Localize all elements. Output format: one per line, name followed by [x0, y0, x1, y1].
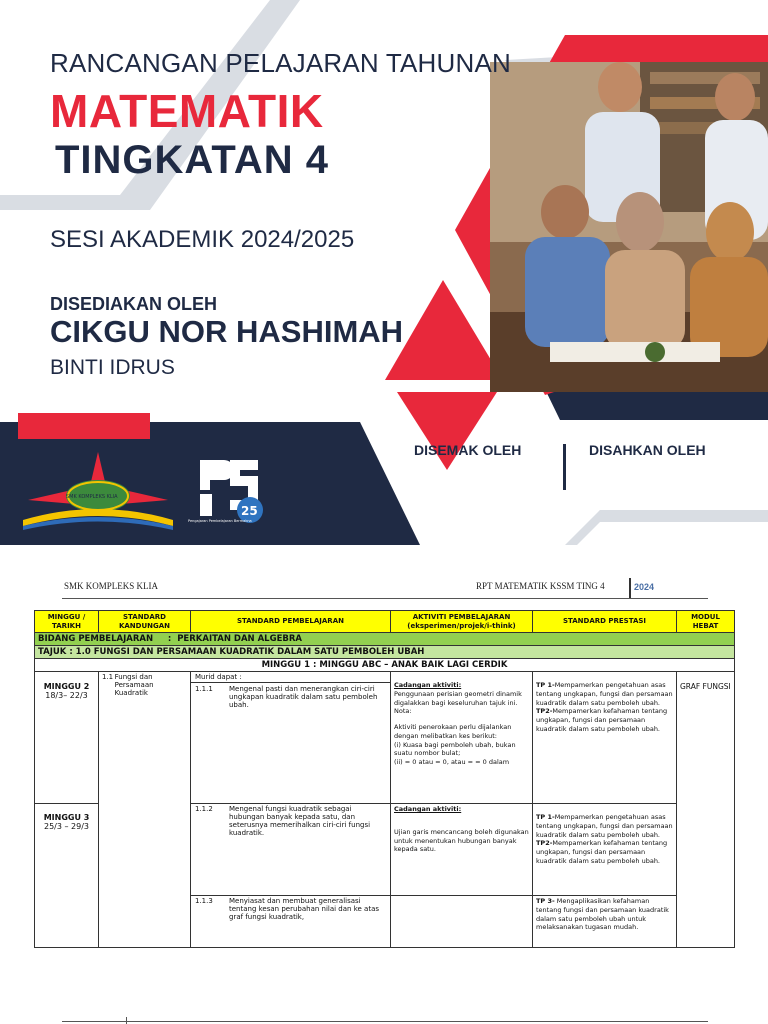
week3-cell — [35, 804, 99, 948]
doc-subject: RPT MATEMATIK KSSM TING 4 — [476, 581, 605, 591]
week2-date: 18/3– 22/3 — [45, 691, 88, 700]
learning-area: BIDANG PEMBELAJARAN : PERKAITAN DAN ALGEBRA — [35, 633, 735, 646]
modul-cell — [677, 672, 735, 948]
level-title: TINGKATAN 4 — [55, 138, 329, 182]
header-rule — [62, 598, 708, 599]
sp-number: 1.1.1 — [195, 685, 213, 693]
week1-banner: MINGGU 1 : MINGGU ABC – ANAK BAIK LAGI CERDIK — [35, 659, 735, 672]
table-header-row — [35, 611, 735, 633]
activity-label: Cadangan aktiviti: — [394, 681, 462, 689]
tp-text: Mempamerkan kefahaman tentang ungkapan, fungsi dan persamaan kuadratik dalam satu pemboleh ubah. — [536, 839, 668, 865]
doc-header — [62, 578, 708, 600]
activity-cell-3 — [391, 896, 533, 948]
week3-label: MINGGU 3 — [43, 813, 90, 822]
plan-subtitle: RANCANGAN PELAJARAN TAHUNAN — [50, 48, 511, 78]
week3-date: 25/3 – 29/3 — [43, 822, 89, 831]
sk-text: Fungsi dan Persamaan Kuadratik — [114, 673, 154, 697]
learning-area-row — [35, 633, 735, 646]
red-triangle-down — [397, 392, 497, 470]
week1-row — [35, 659, 735, 672]
col-sp: STANDARD PEMBELAJARAN — [191, 611, 391, 633]
teacher-surname: BINTI IDRUS — [50, 356, 175, 379]
tp-label: TP 3- — [536, 897, 555, 905]
school-logo — [18, 448, 178, 530]
activity-line: Penggunaan perisian geometri dinamik digalakkan bagi keseluruhan tajuk ini. — [394, 689, 522, 707]
col-aktiviti-sub: (eksperimen/projek/i-think) — [407, 621, 516, 630]
subject-title: MATEMATIK — [50, 85, 324, 137]
logo-25-caption: Pengajaran Pembelajaran Bermakna — [188, 519, 252, 523]
grey-stripe-bottom — [590, 510, 768, 522]
sp-number: 1.1.3 — [195, 897, 213, 905]
activity-note: Nota: — [394, 707, 412, 716]
tp-text: Mengaplikasikan kefahaman tentang fungsi dan persamaan kuadratik dalam satu pemboleh ubah untuk melaksanakan tugasan mudah. — [536, 897, 669, 932]
teacher-name: CIKGU NOR HASHIMAH — [50, 314, 404, 349]
tp-label: TP 1- — [536, 681, 555, 689]
sk-cell — [99, 672, 191, 948]
tp-label: TP2- — [536, 839, 553, 848]
session-text: SESI AKADEMIK 2024/2025 — [50, 226, 355, 253]
topic: TAJUK : 1.0 FUNGSI DAN PERSAMAAN KUADRATIK DALAM SATU PEMBOLEH UBAH — [35, 646, 735, 659]
doc-year: 2024 — [634, 582, 655, 592]
tp-text: Mempamerkan pengetahuan asas tentang ungkapan, fungsi dan persamaan kuadratik dalam satu pemboleh ubah. — [536, 813, 673, 839]
col-aktiviti-title: AKTIVITI PEMBELAJARAN — [412, 613, 511, 622]
sp-cell-3 — [191, 896, 391, 948]
rpt-page — [0, 560, 768, 1024]
activity-label: Cadangan aktiviti: — [394, 805, 462, 813]
red-accent-bar — [18, 413, 150, 439]
murid-dapat: Murid dapat : — [195, 673, 242, 681]
activity-cell-1 — [391, 672, 533, 804]
activity-cell-2 — [391, 804, 533, 896]
tp-text: Mempamerkan pengetahuan asas tentang ungkapan, fungsi dan persamaan kuadratik dalam satu pemboleh ubah. — [536, 681, 673, 707]
signature-divider — [563, 444, 566, 490]
activity-line: (ii) = 0 atau = 0, atau = = 0 dalam — [394, 758, 510, 767]
rpt-table — [34, 610, 735, 948]
sp-text: Menyiasat dan membuat generalisasi tentang kesan perubahan nilai dan ke atas graf fungsi kuadratik, — [229, 897, 380, 921]
col-modul: MODUL HEBAT — [677, 611, 735, 633]
activity-line: Aktiviti penerokaan perlu dijalankan dengan melibatkan kes berikut: — [394, 723, 512, 740]
doc-school: SMK KOMPLEKS KLIA — [64, 581, 159, 591]
sp-cell-2 — [191, 804, 391, 896]
activity-line: Ujian garis mencancang boleh digunakan untuk menentukan hubungan banyak kepada satu. — [394, 827, 529, 854]
modul-text: GRAF FUNGSI — [680, 682, 731, 691]
tp-text: Mempamerkan kefahaman tentang ungkapan, fungsi dan persamaan kuadratik dalam satu pemboleh ubah. — [536, 707, 668, 733]
sp-text: Mengenal fungsi kuadratik sebagai hubungan banyak kepada satu, dan seterusnya memerihalkan ciri-ciri fungsi kuadratik. — [229, 805, 371, 837]
tp-label: TP2- — [536, 707, 553, 716]
grey-stripe-diag — [565, 510, 612, 545]
sp-number: 1.1.2 — [195, 805, 213, 813]
anniversary-logo — [190, 450, 270, 530]
week2-cell — [35, 672, 99, 804]
col-sk: STANDARD KANDUNGAN — [99, 611, 191, 633]
tp-label: TP 1- — [536, 813, 555, 821]
col-aktiviti — [391, 611, 533, 633]
footer-rule — [62, 1021, 708, 1022]
week2-label: MINGGU 2 — [43, 682, 90, 691]
table-row — [35, 672, 735, 804]
col-prestasi: STANDARD PRESTASI — [533, 611, 677, 633]
school-logo-text: SMK KOMPLEKS KLIA — [66, 494, 118, 500]
activity-line: (i) Kuasa bagi pemboleh ubah, bukan suatu nombor bulat; — [394, 740, 516, 758]
prestasi-cell-1 — [533, 672, 677, 804]
logo-25-number: 25 — [241, 504, 258, 518]
sk-number: 1.1 — [102, 673, 114, 681]
prestasi-cell-3 — [533, 896, 677, 948]
header-divider — [629, 578, 631, 598]
prepared-by-label: DISEDIAKAN OLEH — [50, 294, 218, 314]
sp-text: Mengenal pasti dan menerangkan ciri-ciri ungkapan kuadratik dalam satu pemboleh ubah. — [229, 685, 378, 709]
topic-row — [35, 646, 735, 659]
checked-by-label: DISEMAK OLEH — [414, 442, 522, 458]
students-photo — [490, 62, 768, 392]
prestasi-cell-2 — [533, 804, 677, 896]
approved-by-label: DISAHKAN OLEH — [589, 442, 706, 458]
sp-cell-1 — [191, 672, 391, 804]
col-minggu: MINGGU / TARIKH — [35, 611, 99, 633]
footer-tick — [126, 1017, 127, 1024]
